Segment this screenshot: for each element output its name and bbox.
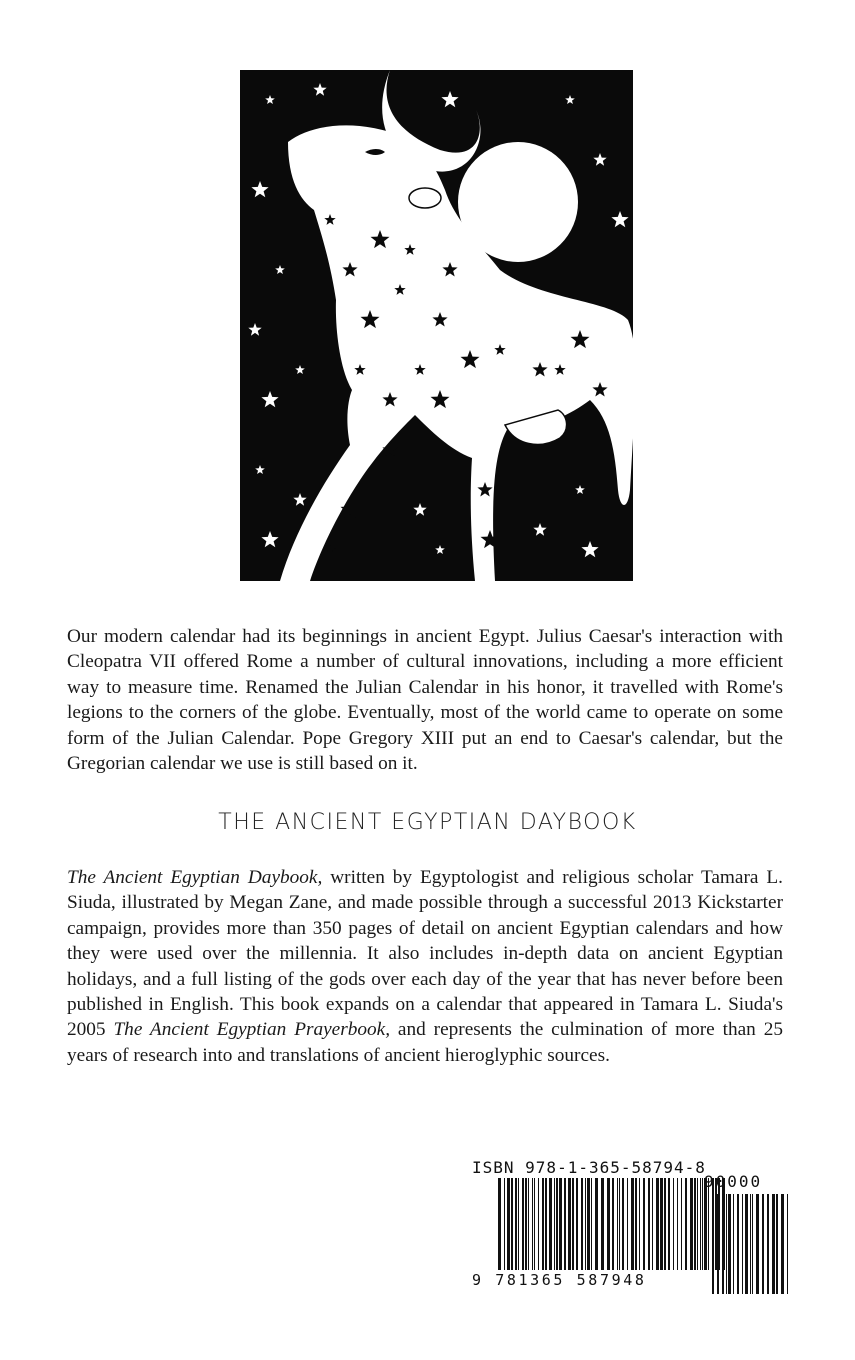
barcode-bar	[737, 1194, 739, 1294]
star-shape	[261, 391, 278, 407]
barcode-bar	[787, 1194, 788, 1294]
ean-barcode	[498, 1178, 728, 1286]
barcode-bar	[522, 1178, 524, 1270]
star-shape	[313, 83, 326, 96]
barcode-bar	[656, 1178, 659, 1270]
barcode-bar	[694, 1178, 696, 1270]
barcode-bar	[673, 1178, 674, 1270]
star-shape	[293, 493, 306, 506]
barcode-bar	[504, 1178, 505, 1270]
barcode-bar	[549, 1178, 552, 1270]
barcode-bar	[542, 1178, 544, 1270]
barcode-bar	[722, 1194, 724, 1294]
barcode-bar	[767, 1194, 769, 1294]
barcode-bar	[532, 1178, 533, 1270]
blurb-paragraph: Our modern calendar had its beginnings in ancient Egypt. Julius Caesar's interaction with Cleopatra VII offered Rome a number of cultural innovations, including a more efficient way to measure time. Renamed the Julian Calendar in his honor, it travelled with Rome's legions to the corners of the globe. Eventually, most of the world came to operate on some form of the Julian Calendar. Pope Gregory XIII put an end to Caesar's calendar, but the Gregorian calendar we use is still based on it.	[67, 626, 783, 775]
barcode-bar	[745, 1194, 748, 1294]
barcode-bar	[559, 1178, 562, 1270]
barcode-bar	[585, 1178, 586, 1270]
price-code: 90000	[704, 1172, 763, 1191]
star-shape	[565, 95, 575, 104]
section-heading: THE ANCIENT EGYPTIAN DAYBOOK	[218, 810, 637, 835]
barcode-bar	[525, 1178, 527, 1270]
barcode-bar	[601, 1178, 604, 1270]
barcode-bar	[668, 1178, 670, 1270]
barcode-bar	[704, 1178, 707, 1270]
barcode-bar	[781, 1194, 784, 1294]
barcode-bar	[627, 1178, 628, 1270]
barcode-bar	[619, 1178, 620, 1270]
barcode-bar	[617, 1178, 618, 1270]
star-shape	[261, 531, 278, 547]
barcode-digits: 9 781365 587948	[472, 1271, 647, 1289]
isbn-label: ISBN 978-1-365-58794-8	[472, 1158, 706, 1177]
barcode-bar	[591, 1178, 592, 1270]
barcode-bar	[660, 1178, 663, 1270]
barcode-bar	[607, 1178, 610, 1270]
star-shape	[251, 181, 268, 197]
barcode-bar	[652, 1178, 653, 1270]
barcode-bar	[648, 1178, 650, 1270]
barcode-bar	[515, 1178, 517, 1270]
barcode-bar	[554, 1178, 555, 1270]
description-prayerbook-italic: The Ancient Egyptian Prayerbook,	[113, 1019, 391, 1041]
barcode-bar	[595, 1178, 598, 1270]
star-shape	[575, 485, 585, 494]
barcode-bar	[750, 1194, 751, 1294]
barcode-bar	[690, 1178, 693, 1270]
barcode-bar	[756, 1194, 759, 1294]
barcode-bar	[568, 1178, 571, 1270]
description-title-italic: The Ancient Egyptian Daybook,	[67, 867, 323, 888]
barcode-bar	[733, 1194, 734, 1294]
barcode-bar	[700, 1178, 701, 1270]
star-shape	[324, 544, 335, 555]
barcode-bar	[681, 1178, 682, 1270]
barcode-bar	[587, 1178, 590, 1270]
barcode-bar	[639, 1178, 640, 1270]
star-shape	[581, 541, 598, 557]
barcode-bar	[664, 1178, 666, 1270]
barcode-block	[472, 1158, 792, 1298]
barcode-bar	[622, 1178, 624, 1270]
barcode-bar	[726, 1194, 727, 1294]
barcode-bar	[576, 1178, 578, 1270]
barcode-bar	[507, 1178, 510, 1270]
barcode-bar	[511, 1178, 513, 1270]
barcode-bar	[572, 1178, 574, 1270]
cow-tongue-shape	[409, 188, 441, 208]
cow-body-shape	[280, 125, 633, 581]
star-shape	[441, 91, 458, 107]
star-shape	[295, 365, 305, 374]
description-part1: written by Egyptologist and religious scholar Tamara L. Siuda, illustrated by Megan Zane, and made possible through a successful 2013 Kickstarter campaign, provides more than 350 pages of detail on ancient Egyptian calendars and how they were used over the millennia. It also includes in-depth data on ancient Egyptian holidays, and a full listing of the gods over each day of the year that has never before been published in English. This book expands on a calendar that appeared in Tamara L. Siuda's 2005	[67, 867, 783, 1041]
barcode-bar	[498, 1178, 501, 1270]
barcode-bar	[728, 1194, 731, 1294]
barcode-bar	[528, 1178, 529, 1270]
star-shape	[611, 211, 628, 227]
barcode-bar	[776, 1194, 778, 1294]
barcode-bar	[712, 1194, 714, 1294]
star-shape	[413, 503, 426, 516]
barcode-bar	[762, 1194, 764, 1294]
barcode-bar	[685, 1178, 687, 1270]
star-cow-drawing	[240, 70, 633, 581]
barcode-bar	[538, 1178, 539, 1270]
barcode-bar	[612, 1178, 614, 1270]
barcode-bar	[697, 1178, 698, 1270]
barcode-bar	[518, 1178, 519, 1270]
barcode-bar	[742, 1194, 743, 1294]
barcode-bar	[708, 1178, 709, 1270]
barcode-bar	[643, 1178, 645, 1270]
barcode-bar	[564, 1178, 566, 1270]
barcode-bar	[717, 1194, 719, 1294]
barcode-bar	[772, 1194, 775, 1294]
barcode-bar	[556, 1178, 558, 1270]
cover-illustration	[240, 70, 633, 581]
star-shape	[255, 465, 265, 474]
star-shape	[593, 153, 606, 166]
barcode-bar	[534, 1178, 535, 1270]
description-part2: and represents the culmination of more than 25 years of research into and translations of ancient hieroglyphic sources.	[67, 1019, 783, 1066]
barcode-bar	[752, 1194, 753, 1294]
star-shape	[533, 523, 546, 536]
barcode-bar	[581, 1178, 583, 1270]
barcode-bar	[677, 1178, 678, 1270]
barcode-bar	[702, 1178, 703, 1270]
description-paragraph	[67, 865, 783, 1068]
barcode-bar	[635, 1178, 637, 1270]
star-shape	[275, 265, 285, 274]
barcode-bar	[631, 1178, 634, 1270]
addon-barcode	[712, 1194, 788, 1294]
star-shape	[248, 323, 261, 336]
barcode-bar	[545, 1178, 547, 1270]
star-shape	[265, 95, 275, 104]
star-shape	[435, 545, 445, 554]
